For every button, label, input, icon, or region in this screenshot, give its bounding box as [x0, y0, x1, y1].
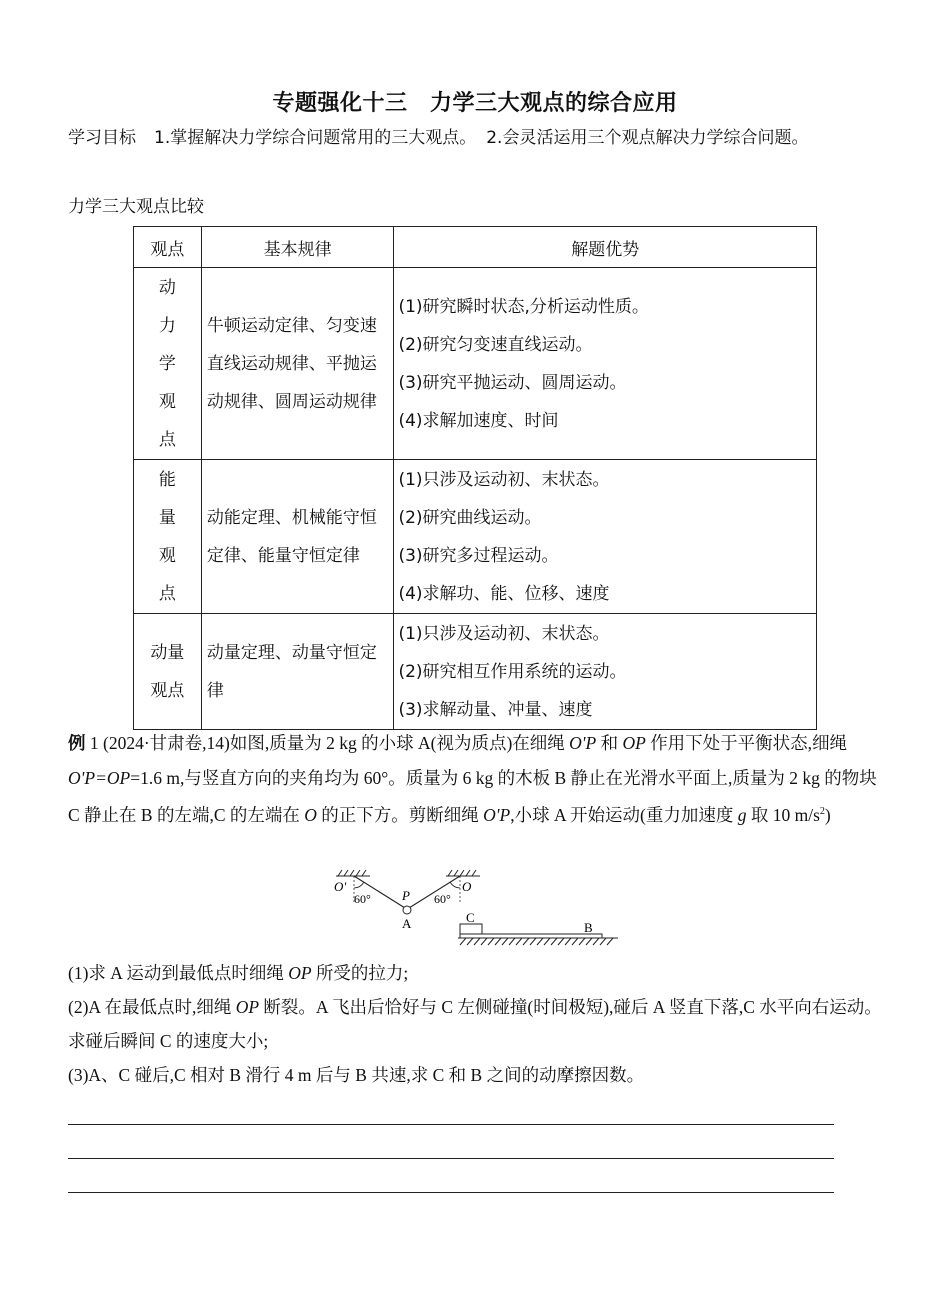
question-3: (3)A、C 碰后,C 相对 B 滑行 4 m 后与 B 共速,求 C 和 B 之间的动摩擦因数。	[68, 1065, 645, 1085]
view-char: 能	[158, 469, 176, 490]
laws-cell: 动能定理、机械能守恒定律、能量守恒定律	[201, 460, 394, 614]
board-b	[460, 934, 602, 938]
example-fragment: ,小球 A 开始运动(重力加速度	[510, 805, 738, 825]
answer-line[interactable]	[68, 1158, 834, 1159]
laws-cell: 动量定理、动量守恒定律	[201, 614, 394, 730]
symbol: O'P	[483, 805, 511, 825]
question-fragment: 断裂。A 飞出后恰好与 C 左侧碰撞(时间极短),碰后 A 竖直下落,C 水平向右运动。求碰后瞬间 C 的速度大小;	[68, 997, 882, 1051]
left-ceiling	[336, 870, 370, 876]
example-fragment: 如图,质量为 2 kg 的小球 A(视为质点)在细绳	[229, 733, 570, 753]
advantages-cell	[394, 614, 817, 730]
comparison-table	[133, 226, 817, 730]
ball-a	[403, 906, 411, 914]
superscript: 2	[819, 806, 825, 817]
example-fragment: 作用下处于平衡状态,	[645, 733, 813, 753]
advantages-cell	[394, 460, 817, 614]
view-cell	[134, 268, 202, 460]
view-cell	[134, 460, 202, 614]
table-row	[134, 614, 817, 730]
table-row	[134, 268, 817, 460]
symbol: O'P	[569, 733, 597, 753]
question-1	[68, 956, 883, 990]
view-char: 力	[158, 315, 176, 336]
ground	[458, 938, 618, 945]
goal-1: 1.掌握解决力学综合问题常用的三大观点。	[154, 128, 477, 148]
advantage-item: (1)只涉及运动初、末状态。	[398, 469, 610, 490]
view-char: 量	[158, 507, 176, 528]
example-label: 例	[68, 734, 86, 754]
example-text	[68, 726, 883, 832]
view-char: 点	[158, 583, 176, 604]
laws-cell: 牛顿运动定律、匀变速直线运动规律、平抛运动规律、圆周运动规律	[201, 268, 394, 460]
advantage-item: (2)研究相互作用系统的运动。	[398, 661, 627, 682]
view-char: 学	[158, 353, 176, 374]
header-advantages: 解题优势	[394, 227, 817, 268]
question-fragment: 所受的拉力;	[311, 963, 409, 983]
table-header-row	[134, 227, 817, 268]
answer-line[interactable]	[68, 1124, 834, 1125]
label-o: O	[462, 879, 472, 894]
label-c: C	[466, 910, 475, 925]
advantage-item: (3)求解动量、冲量、速度	[398, 699, 593, 720]
learning-goals	[68, 123, 808, 148]
right-ceiling	[446, 870, 480, 876]
symbol: OP	[288, 963, 312, 983]
label-a: A	[402, 916, 412, 931]
physics-figure	[330, 866, 625, 952]
answer-line[interactable]	[68, 1192, 834, 1193]
symbol: g	[737, 805, 747, 825]
goal-label: 学习目标	[68, 128, 136, 148]
angle-arc-left	[354, 882, 364, 888]
view-char: 观	[158, 545, 176, 566]
header-laws: 基本规律	[201, 227, 394, 268]
label-b: B	[584, 920, 593, 935]
advantage-item: (3)研究多过程运动。	[398, 545, 559, 566]
example-fragment: 的正下方。剪断细绳	[316, 805, 484, 825]
header-view: 观点	[134, 227, 202, 268]
symbol: OP	[622, 733, 646, 753]
angle-arc-right	[450, 882, 460, 888]
section-title: 力学三大观点比较	[68, 197, 204, 217]
symbol: O'P=OP	[68, 768, 131, 788]
goal-2: 2.会灵活运用三个观点解决力学综合问题。	[486, 128, 809, 148]
page-title: 专题强化十三 力学三大观点的综合应用	[272, 91, 678, 116]
advantage-item: (4)求解功、能、位移、速度	[398, 583, 610, 604]
question-2	[68, 990, 883, 1058]
advantage-item: (2)研究曲线运动。	[398, 507, 542, 528]
advantage-item: (1)只涉及运动初、末状态。	[398, 623, 610, 644]
advantage-item: (4)求解加速度、时间	[398, 410, 559, 431]
view-char: 动	[158, 277, 176, 298]
angle-label-right: 60°	[434, 892, 451, 906]
table-row	[134, 460, 817, 614]
advantage-item: (1)研究瞬时状态,分析运动性质。	[398, 296, 649, 317]
question-fragment: (1)求 A 运动到最低点时细绳	[68, 963, 289, 983]
view-char: 观点	[150, 680, 185, 701]
view-cell	[134, 614, 202, 730]
advantage-item: (3)研究平抛运动、圆周运动。	[398, 372, 627, 393]
advantage-item: (2)研究匀变速直线运动。	[398, 334, 593, 355]
label-o-prime: O'	[334, 879, 347, 894]
example-number: 1	[89, 733, 99, 753]
symbol: O	[304, 805, 317, 825]
example-fragment: 细绳	[812, 733, 848, 753]
label-p: P	[402, 888, 410, 903]
example-fragment: 和	[596, 733, 623, 753]
symbol: OP	[235, 997, 260, 1017]
view-char: 观	[158, 391, 176, 412]
example-fragment: 取 10 m/s	[746, 805, 820, 825]
view-char: 点	[158, 429, 176, 450]
angle-label-left: 60°	[354, 892, 371, 906]
example-fragment: =1.6 m,与竖直方向的夹角均为 60°。质量为 6 kg 的木板 B 静止在光滑水平面上,质量为 2 kg 的物块 C 静止在 B 的左端,C 的左端在	[68, 768, 877, 825]
advantages-cell	[394, 268, 817, 460]
question-fragment: (2)A 在最低点时,细绳	[68, 997, 236, 1017]
example-source: (2024·甘肃卷,14)	[103, 733, 230, 753]
view-char: 动量	[150, 642, 185, 663]
example-fragment: )	[824, 805, 831, 825]
